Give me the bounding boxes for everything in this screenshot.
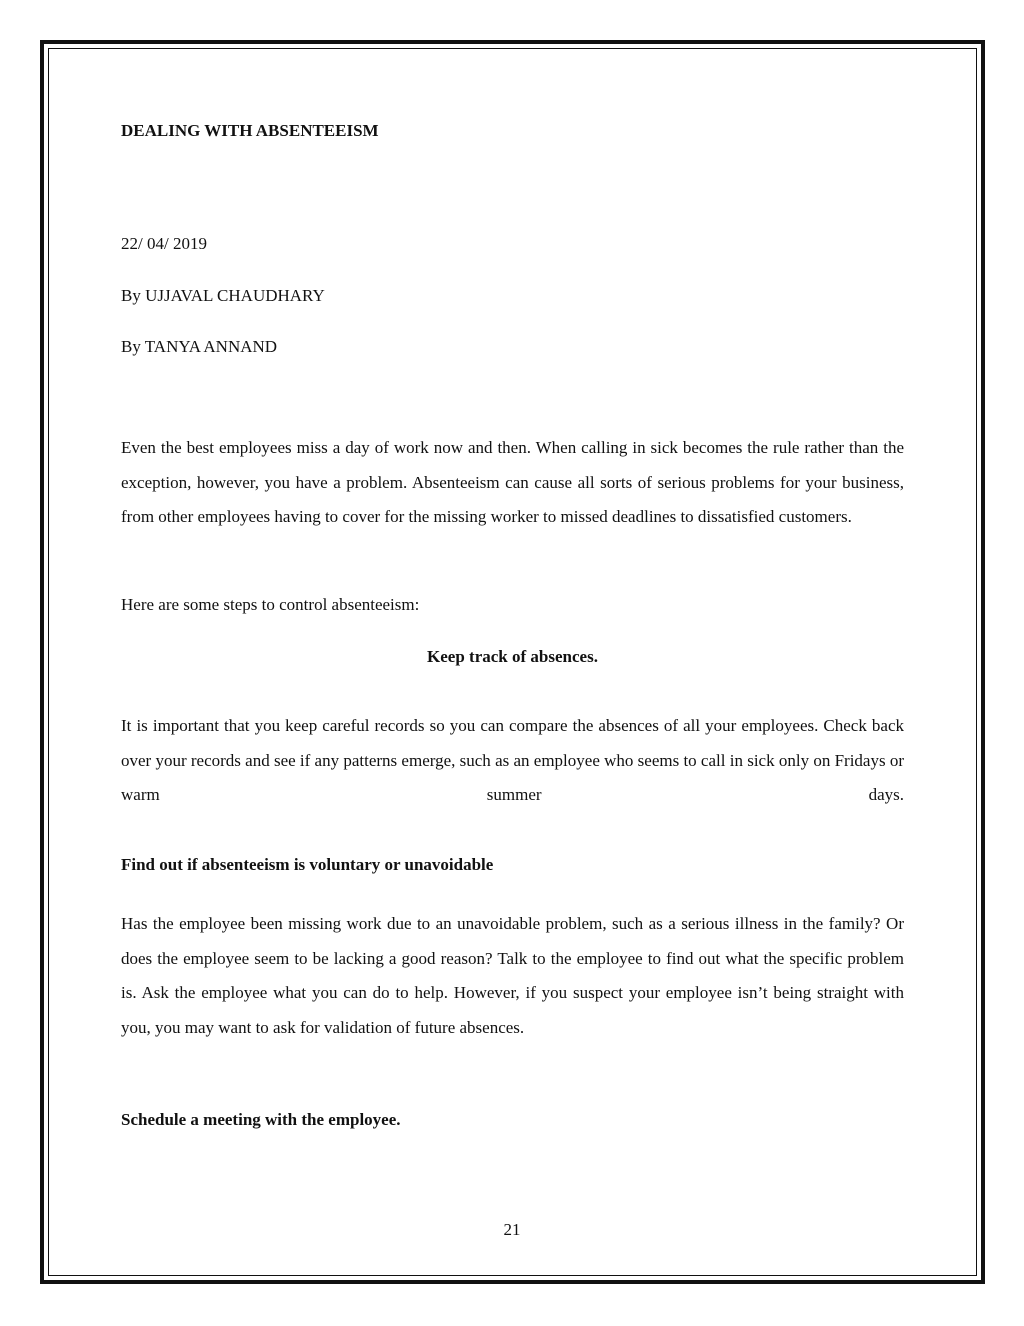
section-heading-meeting: Schedule a meeting with the employee. <box>121 1110 401 1129</box>
intro-paragraph: Even the best employees miss a day of work now and then. When calling in sick becomes the rule rather than the exception, however, you have a problem. Absenteeism can cause all sorts of serious problems for your business, from other employees having to cover for the missing worker to missed deadlines to dissatisfied customers. <box>121 438 904 526</box>
section-heading-voluntary: Find out if absenteeism is voluntary or unavoidable <box>121 855 494 874</box>
page-number: 21 <box>503 1220 521 1239</box>
document-title: DEALING WITH ABSENTEEISM <box>121 121 379 140</box>
author-2: By TANYA ANNAND <box>121 337 278 356</box>
section-paragraph-keep-track: It is important that you keep careful records so you can compare the absences of all your employees. Check back over your records and see if any patterns emerge, such as an employee who seems to call in sick only on Fridays or warm summer days. <box>121 716 904 804</box>
section-heading-keep-track: Keep track of absences. <box>427 647 598 666</box>
section-paragraph-voluntary: Has the employee been missing work due to an unavoidable problem, such as a serious illness in the family? Or does the employee seem to be lacking a good reason? Talk to the employee to find out what the specific problem is. Ask the employee what you can do to help. However, if you suspect your employee isn’t being straight with you, you may want to ask for validation of future absences. <box>121 914 904 1037</box>
steps-intro: Here are some steps to control absenteeism: <box>121 595 420 614</box>
document-date: 22/ 04/ 2019 <box>121 234 207 253</box>
author-1: By UJJAVAL CHAUDHARY <box>121 286 325 305</box>
